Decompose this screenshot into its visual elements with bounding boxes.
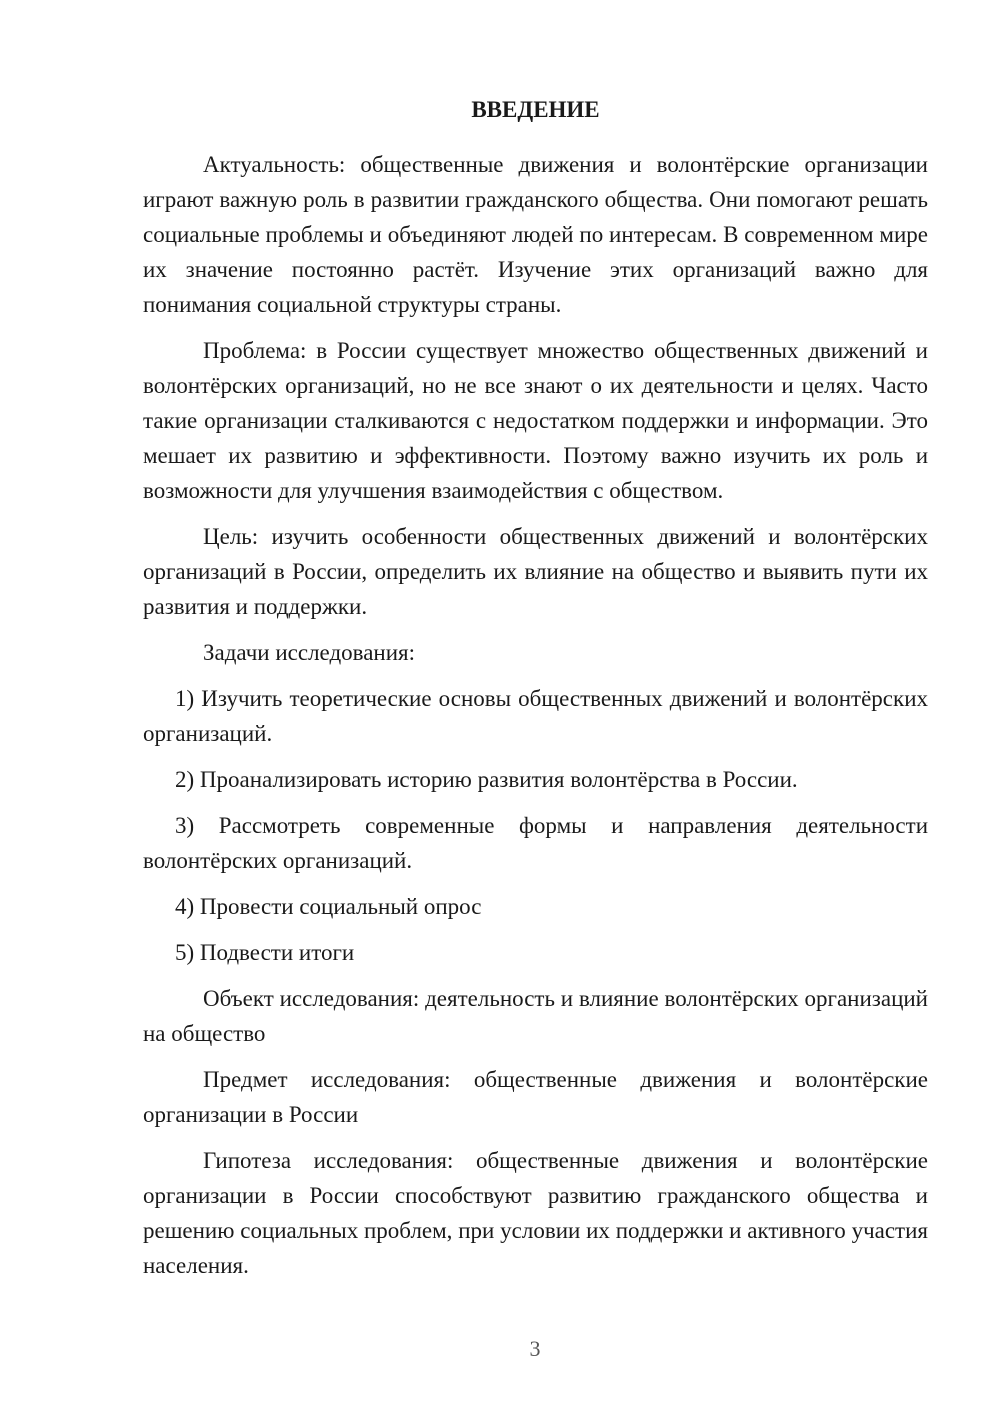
paragraph-hypothesis: Гипотеза исследования: общественные движения и волонтёрские организации в России способствуют развитию гражданского общества и решению социальных проблем, при условии их поддержки и активного участия населения. xyxy=(143,1148,928,1278)
list-item-task-1: 1) Изучить теоретические основы общественных движений и волонтёрских организаций. xyxy=(143,686,928,746)
list-item-task-4: 4) Провести социальный опрос xyxy=(175,894,482,919)
paragraph-actuality: Актуальность: общественные движения и волонтёрские организации играют важную роль в развитии гражданского общества. Они помогают решать социальные проблемы и объединяют людей по интересам. В современном мире их значение постоянно растёт. Изучение этих организаций важно для понимания социальной структуры страны. xyxy=(143,152,928,317)
paragraph-tasks-heading: Задачи исследования: xyxy=(203,640,416,665)
paragraph-subject: Предмет исследования: общественные движения и волонтёрские организации в России xyxy=(143,1067,928,1127)
paragraph-goal: Цель: изучить особенности общественных движений и волонтёрских организаций в России, определить их влияние на общество и выявить пути их развития и поддержки. xyxy=(143,524,928,619)
list-item-task-3: 3) Рассмотреть современные формы и направления деятельности волонтёрских организаций. xyxy=(143,813,928,873)
page-number: 3 xyxy=(529,1336,541,1361)
paragraph-problem: Проблема: в России существует множество общественных движений и волонтёрских организаций, но не все знают о их деятельности и целях. Часто такие организации сталкиваются с недостатком поддержки и информации. Это мешает их развитию и эффективности. Поэтому важно изучить их роль и возможности для улучшения взаимодействия с обществом. xyxy=(143,338,928,503)
list-item-task-2: 2) Проанализировать историю развития волонтёрства в России. xyxy=(175,767,798,792)
section-heading: ВВЕДЕНИЕ xyxy=(471,97,600,122)
page-content xyxy=(143,92,928,1294)
list-item-task-5: 5) Подвести итоги xyxy=(175,940,355,965)
paragraph-object: Объект исследования: деятельность и влияние волонтёрских организаций на общество xyxy=(143,986,928,1046)
